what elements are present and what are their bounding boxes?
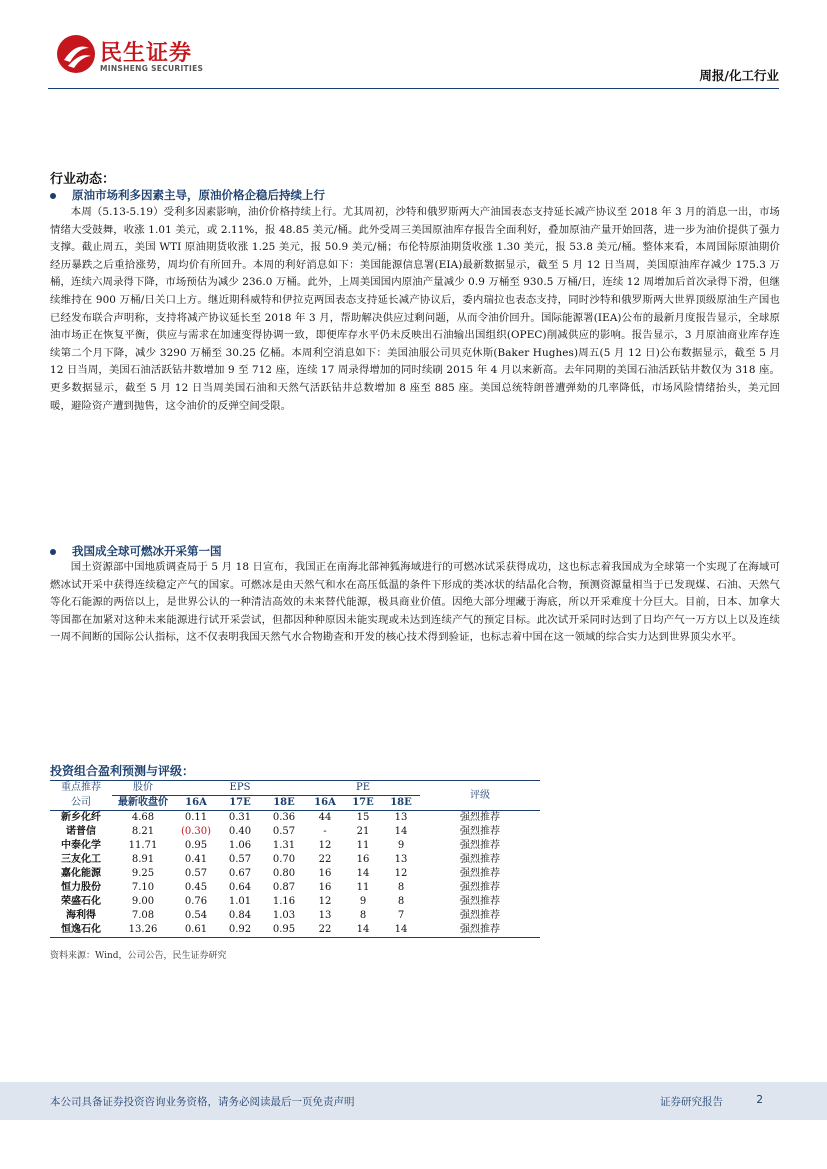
- cell-pe-16a: 13: [318, 910, 332, 921]
- cell-close-price: 4.68: [131, 812, 155, 823]
- cell-eps-16a: (0.30): [180, 826, 212, 837]
- cell-pe-17e: 14: [344, 923, 382, 938]
- cell-company-name: 嘉化能源: [61, 868, 101, 879]
- cell-company-name: 荣盛石化: [61, 896, 101, 907]
- cell-rating: 强烈推荐: [460, 882, 500, 893]
- cell-eps-17e: 0.92: [218, 923, 262, 938]
- col-head-price: 股价: [112, 781, 174, 796]
- cell-close-price: 7.10: [131, 882, 155, 893]
- table-row: [50, 825, 540, 839]
- cell-eps-18e: 1.31: [272, 840, 296, 851]
- cell-pe-17e: 21: [356, 826, 370, 837]
- cell-rating: 强烈推荐: [460, 868, 500, 879]
- topic-heading-text: 我国成全球可燃冰开采第一国: [72, 544, 222, 558]
- table-row: [50, 881, 540, 895]
- table-row: [50, 923, 540, 938]
- topic-body-oil: 本周（5.13-5.19）受利多因素影响，油价价格持续上行。尤其周初，沙特和俄罗斯两大产油国表态支持延长减产协议至 2018 年 3 月的消息一出，市场情绪大受鼓舞，收涨 1.01 美元，或 2.11%，报 48.85 美元/桶。此外受周三美国原油库存报告全面利好，叠加原油产量开始回落，进一步为油价提供了强力支撑。截止周五，美国 WTI 原油期货收涨 1.25 美元，报 50.9 美元/桶；布伦特原油期货收涨 1.30 美元，报 53.8 美元/桶。整体来看，本周国际原油期价经历暴跌之后重拾涨势，周均价有所回升。本周的利好消息如下：美国能源信息署(EIA)最新数据显示，截至 5 月 12 日当周，美国原油库存减少 175.3 万桶，连续六周录得下降，市场预估为减少 236.0 万桶。此外，上周美国国内原油产量减少 0.9 万桶至 930.5 万桶/日，连续 12 周增加后首次录得下滑，但继续维持在 900 万桶/日关口上方。继近期科威特和伊拉克两国表态支持延长减产协议后，委内瑞拉也表态支持，同时沙特和俄罗斯两大世界顶级原油生产国也已经发布联合声明称，支持将减产协议延长至 2018 年 3 月，帮助解决供应过剩问题，从而令油价回升。国际能源署(IEA)公布的最新月度报告显示，全球原油市场正在恢复平衡，供应与需求在加速变得协调一致，即便库存水平仍未反映出石油输出国组织(OPEC)削减供应的影响。报告显示，3 月原油商业库存连续第二个月下降，减少 3290 万桶至 30.25 亿桶。本周利空消息如下：美国油服公司贝克休斯(Baker Hughes)周五(5 月 12 日)公布数据显示，截至 5 月 12 日当周，美国石油活跃钻井数增加 9 至 712 座，连续 17 周录得增加的同时续刷 2015 年 4 月以来新高。去年同期的美国石油活跃钻井数仅为 318 座。更多数据显示，截至 5 月 12 日当周美国石油和天然气活跃钻井总数增加 8 座至 885 座。美国总统特朗普遭弹劾的几率降低，市场风险情绪抬头，美元回暖，避险资产遭到抛售，这令油价的反弹空间受限。: [50, 206, 781, 412]
- cell-pe-18e: 13: [394, 812, 408, 823]
- report-type-label: 周报/化工行业: [699, 68, 779, 83]
- cell-eps-16a: 0.11: [184, 812, 208, 823]
- cell-close-price: 9.00: [131, 896, 155, 907]
- cell-eps-17e: 0.84: [228, 910, 252, 921]
- minsheng-logo-icon: [56, 34, 96, 74]
- cell-eps-17e: 0.40: [228, 826, 252, 837]
- col-head-close-price: 最新收盘价: [112, 796, 174, 811]
- cell-company-name: 恒力股份: [61, 882, 101, 893]
- col-head-pe-16a: 16A: [306, 796, 344, 811]
- cell-eps-18e: 0.95: [262, 923, 306, 938]
- page-footer: [0, 1082, 827, 1120]
- col-head-eps: EPS: [174, 781, 306, 796]
- table-row: [50, 909, 540, 923]
- page-number: 2: [756, 1094, 763, 1106]
- cell-company-name: 中泰化学: [61, 840, 101, 851]
- table-row: [50, 867, 540, 881]
- cell-close-price: 13.26: [112, 923, 174, 938]
- col-head-eps-18e: 18E: [262, 796, 306, 811]
- cell-eps-16a: 0.45: [184, 882, 208, 893]
- col-head-company-2: 公司: [50, 796, 112, 811]
- table-title: 投资组合盈利预测与评级：: [50, 764, 195, 778]
- cell-pe-17e: 15: [356, 812, 370, 823]
- col-head-pe-18e: 18E: [382, 796, 420, 811]
- section-title: 行业动态：: [50, 172, 116, 187]
- table-row: [50, 839, 540, 853]
- col-head-company: 重点推荐: [50, 781, 112, 796]
- cell-pe-18e: 9: [397, 840, 405, 851]
- col-head-eps-17e: 17E: [218, 796, 262, 811]
- cell-eps-16a: 0.57: [184, 868, 208, 879]
- cell-rating: 强烈推荐: [460, 840, 500, 851]
- topic-heading-oil: [50, 187, 325, 203]
- col-head-eps-16a: 16A: [174, 796, 218, 811]
- cell-pe-18e: 14: [382, 923, 420, 938]
- cell-pe-16a: 22: [318, 854, 332, 865]
- cell-eps-17e: 1.06: [228, 840, 252, 851]
- cell-eps-18e: 0.57: [272, 826, 296, 837]
- cell-eps-18e: 0.70: [272, 854, 296, 865]
- logo-text-en: MINSHENG SECURITIES: [100, 64, 204, 73]
- cell-rating: 强烈推荐: [460, 812, 500, 823]
- cell-pe-18e: 14: [394, 826, 408, 837]
- cell-eps-17e: 0.67: [228, 868, 252, 879]
- cell-eps-17e: 0.64: [228, 882, 252, 893]
- cell-pe-17e: 16: [356, 854, 370, 865]
- cell-pe-18e: 12: [394, 868, 408, 879]
- cell-close-price: 7.08: [131, 910, 155, 921]
- topic-body-combustible-ice: 国土资源部中国地质调查局于 5 月 18 日宣布，我国正在南海北部神狐海域进行的可燃冰试采获得成功，这也标志着我国成为全球第一个实现了在海域可燃冰试开采中获得连续稳定产气的国家。可燃冰是由天然气和水在高压低温的条件下形成的类冰状的结晶化合物，预测资源量相当于已发现煤、石油、天然气等化石能源的两倍以上，是世界公认的一种清洁高效的未来替代能源，极具商业价值。因绝大部分埋藏于海底，所以开采难度十分巨大。目前，日本、加拿大等国都在加紧对这种未来能源进行试开采尝试，但都因种种原因未能实现或未达到连续产气的预定目标。此次试开采同时达到了日均产气一万方以上以及连续一周不间断的国际公认指标，这不仅表明我国天然气水合物勘查和开发的核心技术得到验证，也标志着中国在这一领域的综合实力达到世界顶尖水平。: [50, 561, 780, 644]
- cell-pe-16a: 12: [318, 896, 332, 907]
- cell-eps-16a: 0.61: [174, 923, 218, 938]
- cell-pe-18e: 13: [394, 854, 408, 865]
- cell-pe-16a: 16: [318, 868, 332, 879]
- cell-company-name: 新乡化纤: [61, 812, 101, 823]
- footer-disclaimer: 本公司具备证券投资咨询业务资格，请务必阅读最后一页免责声明: [50, 1096, 355, 1108]
- cell-eps-18e: 0.87: [272, 882, 296, 893]
- table-source-note: 资料来源：Wind，公司公告，民生证券研究: [50, 951, 227, 961]
- cell-company-name: 恒逸石化: [50, 923, 112, 938]
- col-head-pe: PE: [306, 781, 420, 796]
- topic-heading-text: 原油市场利多因素主导，原油价格企稳后持续上行: [72, 188, 325, 202]
- col-head-rating: 评级: [420, 781, 540, 811]
- cell-eps-18e: 1.16: [272, 896, 296, 907]
- cell-rating: 强烈推荐: [420, 923, 540, 938]
- footer-doc-type: 证券研究报告: [660, 1096, 723, 1108]
- cell-pe-16a: -: [323, 826, 327, 837]
- cell-pe-17e: 11: [356, 840, 370, 851]
- bullet-icon: [50, 549, 56, 555]
- cell-pe-16a: 22: [306, 923, 344, 938]
- cell-company-name: 海利得: [66, 910, 96, 921]
- cell-rating: 强烈推荐: [460, 896, 500, 907]
- topic-heading-combustible-ice: [50, 543, 222, 559]
- cell-company-name: 三友化工: [61, 854, 101, 865]
- logo-text-cn: 民生证券: [100, 41, 193, 66]
- cell-eps-18e: 0.36: [272, 812, 296, 823]
- cell-rating: 强烈推荐: [460, 854, 500, 865]
- cell-pe-17e: 8: [359, 910, 367, 921]
- cell-pe-18e: 7: [397, 910, 405, 921]
- cell-company-name: 诺普信: [66, 826, 96, 837]
- cell-eps-17e: 0.31: [228, 812, 252, 823]
- cell-eps-16a: 0.95: [184, 840, 208, 851]
- cell-eps-16a: 0.54: [184, 910, 208, 921]
- cell-close-price: 8.91: [131, 854, 155, 865]
- cell-eps-17e: 1.01: [228, 896, 252, 907]
- cell-pe-16a: 16: [318, 882, 332, 893]
- cell-close-price: 9.25: [131, 868, 155, 879]
- forecast-table: [50, 780, 540, 938]
- cell-eps-18e: 1.03: [272, 910, 296, 921]
- table-row: [50, 811, 540, 826]
- cell-eps-16a: 0.76: [184, 896, 208, 907]
- table-row: [50, 853, 540, 867]
- cell-rating: 强烈推荐: [460, 826, 500, 837]
- cell-pe-17e: 14: [356, 868, 370, 879]
- col-head-pe-17e: 17E: [344, 796, 382, 811]
- cell-pe-17e: 9: [359, 896, 367, 907]
- cell-close-price: 11.71: [128, 840, 158, 851]
- cell-eps-16a: 0.41: [184, 854, 208, 865]
- cell-pe-17e: 11: [356, 882, 370, 893]
- cell-pe-18e: 8: [397, 896, 405, 907]
- bullet-icon: [50, 193, 56, 199]
- cell-rating: 强烈推荐: [460, 910, 500, 921]
- cell-close-price: 8.21: [131, 826, 155, 837]
- cell-pe-16a: 44: [318, 812, 332, 823]
- table-row: [50, 895, 540, 909]
- cell-eps-17e: 0.57: [228, 854, 252, 865]
- cell-pe-18e: 8: [397, 882, 405, 893]
- cell-pe-16a: 12: [318, 840, 332, 851]
- company-logo: [56, 34, 216, 78]
- cell-eps-18e: 0.80: [272, 868, 296, 879]
- header-divider: [48, 88, 779, 89]
